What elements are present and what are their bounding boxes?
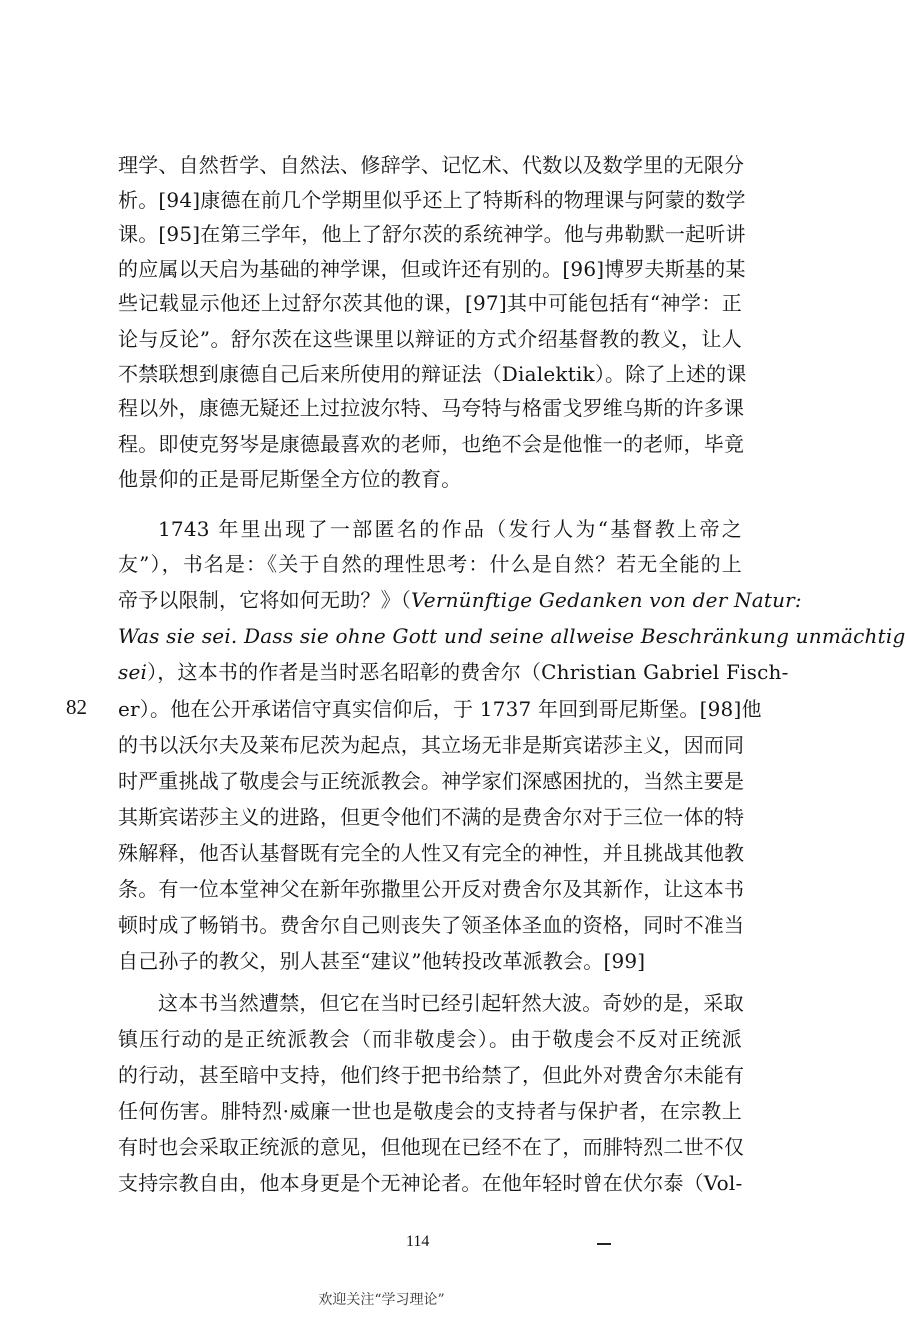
- scan-mark: [597, 1243, 611, 1245]
- text-line: 殊解释，他否认基督既有完全的人性又有完全的神性，并且挑战其他教: [118, 841, 745, 865]
- text-line: 1743 年里出现了一部匿名的作品（发行人为“基督教上帝之: [158, 517, 742, 541]
- text-line: 时严重挑战了敬虔会与正统派教会。神学家们深感困扰的，当然主要是: [118, 769, 745, 793]
- page-number: 114: [406, 1233, 430, 1250]
- text-line: 不禁联想到康德自己后来所使用的辩证法（Dialektik）。除了上述的课: [118, 362, 747, 386]
- text-line: 课。[95]在第三学年，他上了舒尔茨的系统神学。他与弗勒默一起听讲: [118, 222, 746, 246]
- footer-note: 欢迎关注“学习理论”: [318, 1292, 445, 1308]
- text-line: [118, 654, 789, 690]
- text-line: 他景仰的正是哥尼斯堡全方位的教育。: [118, 467, 462, 491]
- text-line: 支持宗教自由，他本身更是个无神论者。在他年轻时曾在伏尔泰（Vol-: [118, 1171, 743, 1195]
- text-line: 条。有一位本堂神父在新年弥撒里公开反对费舍尔及其新作，让这本书: [118, 877, 745, 901]
- text-line: 顿时成了畅销书。费舍尔自己则丧失了领圣体圣血的资格，同时不准当: [118, 913, 745, 937]
- text-line: 些记载显示他还上过舒尔茨其他的课，[97]其中可能包括有“神学：正: [118, 291, 742, 315]
- text-line: er）。他在公开承诺信守真实信仰后，于 1737 年回到哥尼斯堡。[98]他: [118, 697, 762, 721]
- text-line: 的书以沃尔夫及莱布尼茨为起点，其立场无非是斯宾诺莎主义，因而同: [118, 733, 745, 757]
- text-line: 任何伤害。腓特烈·威廉一世也是敬虔会的支持者与保护者，在宗教上: [118, 1099, 742, 1123]
- text-line: 这本书当然遭禁，但它在当时已经引起轩然大波。奇妙的是，采取: [158, 991, 744, 1015]
- text-segment: 帝予以限制，它将如何无助？》（: [118, 588, 411, 612]
- text-line: 析。[94]康德在前几个学期里似乎还上了特斯科的物理课与阿蒙的数学: [118, 188, 746, 212]
- text-line: 友”），书名是：《关于自然的理性思考：什么是自然？若无全能的上: [118, 552, 742, 576]
- text-line: Was sie sei. Dass sie ohne Gott und seine allweise Beschränkung unmächtig: [118, 624, 905, 648]
- text-line: 有时也会采取正统派的意见，但他现在已经不在了，而腓特烈二世不仅: [118, 1135, 745, 1159]
- margin-page-number: 82: [66, 695, 87, 719]
- text-line: 其斯宾诺莎主义的进路，但更令他们不满的是费舍尔对于三位一体的特: [118, 805, 745, 829]
- title-italic: sei: [118, 660, 148, 684]
- text-line: 程。即使克努岑是康德最喜欢的老师，也绝不会是他惟一的老师，毕竟: [118, 432, 745, 456]
- text-line: 的行动，甚至暗中支持，他们终于把书给禁了，但此外对费舍尔未能有: [118, 1063, 745, 1087]
- text-line: 程以外，康德无疑还上过拉波尔特、马夸特与格雷戈罗维乌斯的许多课: [118, 396, 745, 420]
- text-line: [118, 582, 802, 618]
- title-italic: Vernünftige Gedanken von der Natur:: [411, 588, 802, 612]
- text-line: 的应属以天启为基础的神学课，但或许还有别的。[96]博罗夫斯基的某: [118, 257, 746, 281]
- text-line: 镇压行动的是正统派教会（而非敬虔会）。由于敬虔会不反对正统派: [118, 1027, 742, 1051]
- text-segment: ），这本书的作者是当时恶名昭彰的费舍尔（Christian Gabriel Fisch-: [147, 660, 789, 684]
- text-line: 论与反论”。舒尔茨在这些课里以辩证的方式介绍基督教的教义，让人: [118, 327, 742, 351]
- text-line: 自己孙子的教父，别人甚至“建议”他转投改革派教会。[99]: [118, 949, 646, 973]
- text-line: 理学、自然哲学、自然法、修辞学、记忆术、代数以及数学里的无限分: [118, 153, 745, 177]
